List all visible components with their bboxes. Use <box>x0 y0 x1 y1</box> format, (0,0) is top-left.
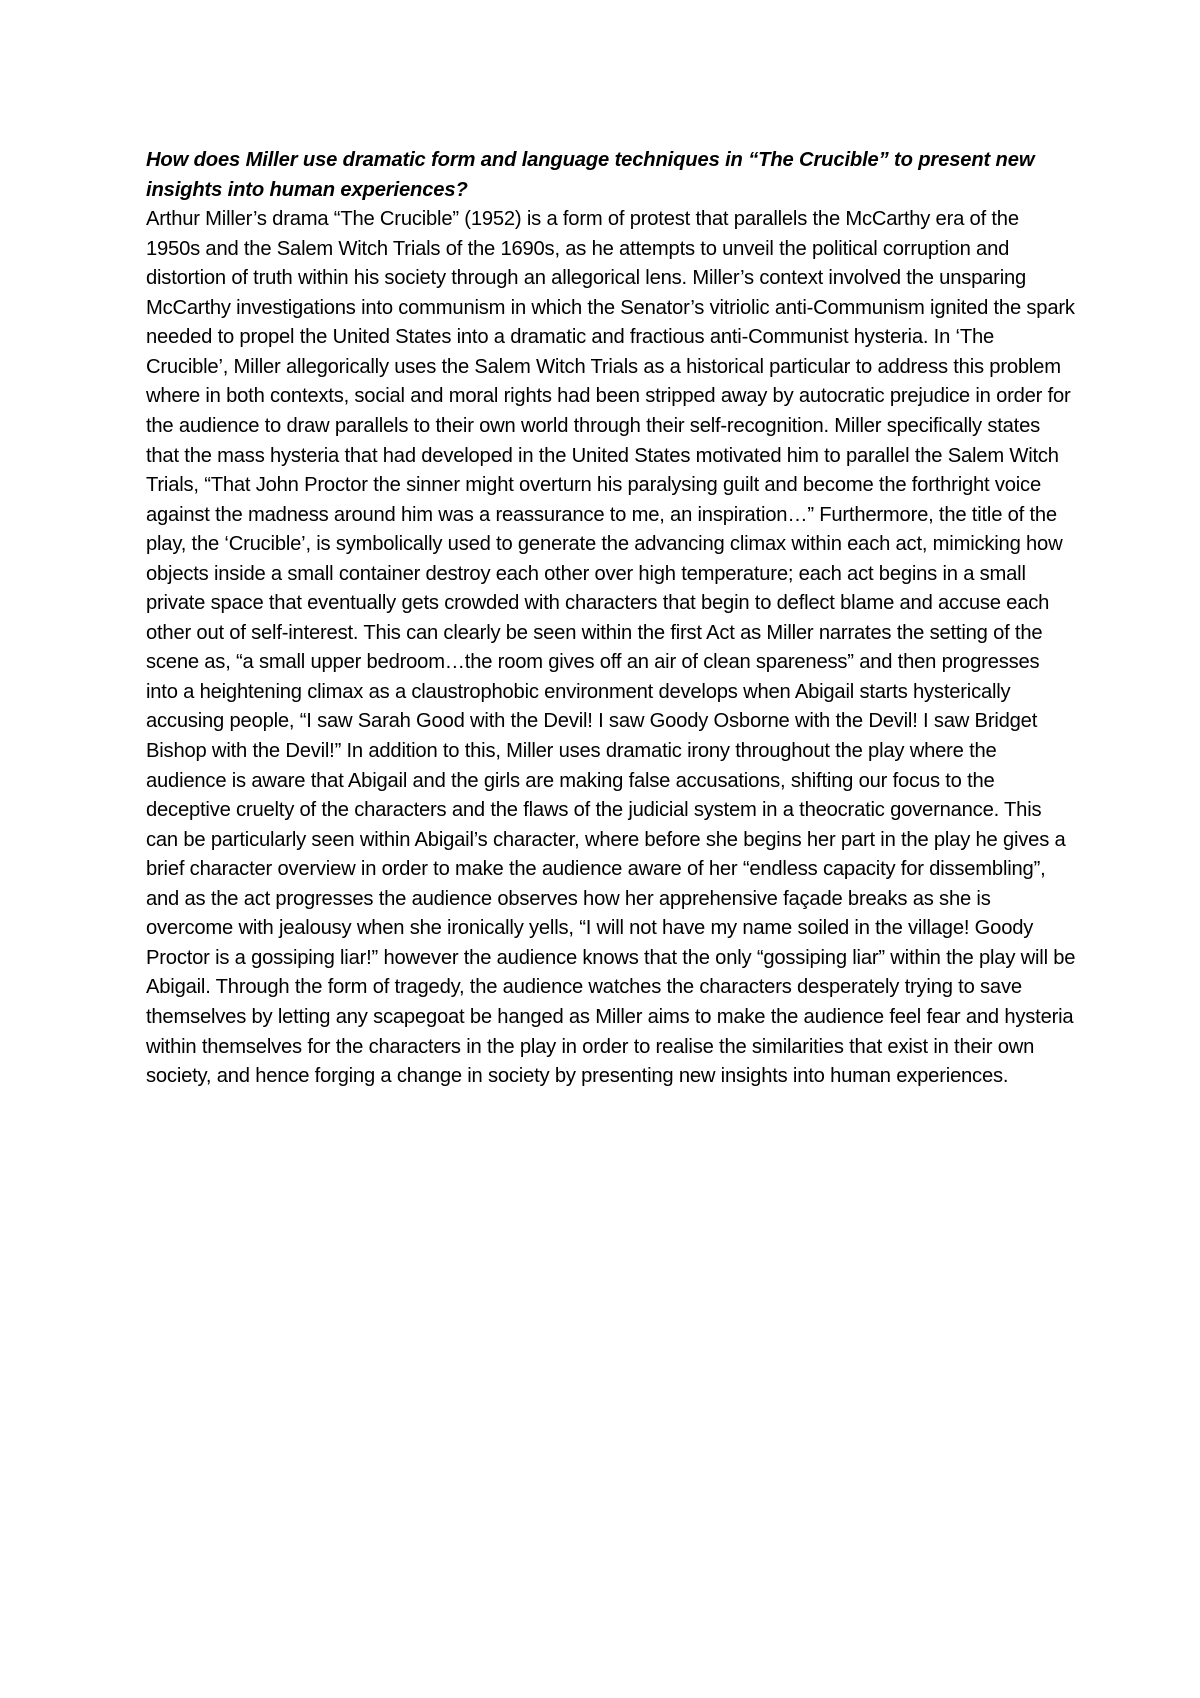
document-body <box>146 146 1076 1092</box>
essay-paragraph: Arthur Miller’s drama “The Crucible” (1952) is a form of protest that parallels the McCarthy era of the 1950s and the Salem Witch Trials of the 1690s, as he attempts to unveil the political corruption and distortion of truth within his society through an allegorical lens. Miller’s context involved the unsparing McCarthy investigations into communism in which the Senator’s vitriolic anti-Communism ignited the spark needed to propel the United States into a dramatic and fractious anti-Communist hysteria. In ‘The Crucible’, Miller allegorically uses the Salem Witch Trials as a historical particular to address this problem where in both contexts, social and moral rights had been stripped away by autocratic prejudice in order for the audience to draw parallels to their own world through their self-recognition. Miller specifically states that the mass hysteria that had developed in the United States motivated him to parallel the Salem Witch Trials, “That John Proctor the sinner might overturn his paralysing guilt and become the forthright voice against the madness around him was a reassurance to me, an inspiration…” Furthermore, the title of the play, the ‘Crucible’, is symbolically used to generate the advancing climax within each act, mimicking how objects inside a small container destroy each other over high temperature; each act begins in a small private space that eventually gets crowded with characters that begin to deflect blame and accuse each other out of self-interest. This can clearly be seen within the first Act as Miller narrates the setting of the scene as, “a small upper bedroom…the room gives off an air of clean spareness” and then progresses into a heightening climax as a claustrophobic environment develops when Abigail starts hysterically accusing people, “I saw Sarah Good with the Devil! I saw Goody Osborne with the Devil! I saw Bridget Bishop with the Devil!” In addition to this, Miller uses dramatic irony throughout the play where the audience is aware that Abigail and the girls are making false accusations, shifting our focus to the deceptive cruelty of the characters and the flaws of the judicial system in a theocratic governance. This can be particularly seen within Abigail’s character, where before she begins her part in the play he gives a brief character overview in order to make the audience aware of her “endless capacity for dissembling”, and as the act progresses the audience observes how her apprehensive façade breaks as she is overcome with jealousy when she ironically yells, “I will not have my name soiled in the village! Goody Proctor is a gossiping liar!” however the audience knows that the only “gossiping liar” within the play will be Abigail. Through the form of tragedy, the audience watches the characters desperately trying to save themselves by letting any scapegoat be hanged as Miller aims to make the audience feel fear and hysteria within themselves for the characters in the play in order to realise the similarities that exist in their own society, and hence forging a change in society by presenting new insights into human experiences. <box>146 208 1076 1088</box>
essay-question-heading: How does Miller use dramatic form and language techniques in “The Crucible” to present new insights into human experiences? <box>146 149 1035 201</box>
